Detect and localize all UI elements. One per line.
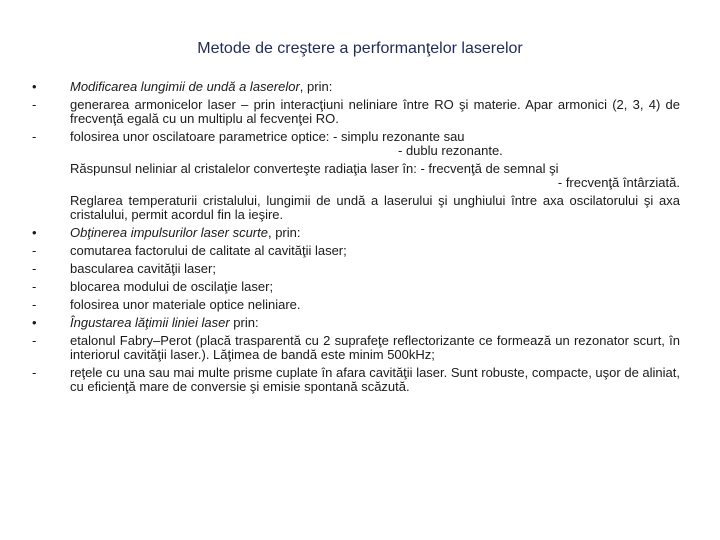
dash-marker: - bbox=[32, 297, 37, 312]
dash-marker: - bbox=[32, 279, 37, 294]
list-item-text: blocarea modului de oscilaţie laser; bbox=[70, 279, 274, 294]
dash-marker: - bbox=[32, 261, 37, 276]
dash-marker: - bbox=[32, 129, 37, 144]
heading-tail: prin: bbox=[229, 315, 259, 330]
paragraph-tuning: Reglarea temperaturii cristalului, lungimii de undă a laserului şi unghiului între axa oscilatorului şi axa cristalului, permit acordul fin la ieşire. bbox=[70, 193, 680, 222]
list-item bbox=[30, 366, 680, 394]
paragraph-line-right: - frecvenţă întârziată. bbox=[557, 175, 680, 190]
bullet-marker: • bbox=[32, 225, 37, 240]
list-item-text: comutarea factorului de calitate al cavităţii laser; bbox=[70, 243, 347, 258]
list-item-text-cont: - dublu rezonante. bbox=[398, 143, 503, 158]
list-item bbox=[30, 280, 680, 294]
heading-tail: , prin: bbox=[299, 79, 333, 94]
dash-marker: - bbox=[32, 243, 37, 258]
dash-marker: - bbox=[32, 97, 37, 112]
list-item bbox=[30, 130, 680, 158]
heading-italic: Modificarea lungimii de undă a laserelor bbox=[70, 79, 300, 94]
section-heading-wavelength bbox=[30, 80, 680, 94]
heading-tail: , prin: bbox=[267, 225, 301, 240]
list-item bbox=[30, 262, 680, 276]
dash-marker: - bbox=[32, 333, 37, 348]
list-item bbox=[30, 98, 680, 126]
list-item-text: bascularea cavităţii laser; bbox=[70, 261, 216, 276]
list-item-text: folosirea unor materiale optice neliniare. bbox=[70, 297, 301, 312]
list-item-text: folosirea unor oscilatoare parametrice optice: - simplu rezonante sau bbox=[70, 129, 465, 144]
heading-italic: Îngustarea lăţimii liniei laser bbox=[70, 315, 230, 330]
bullet-marker: • bbox=[32, 315, 37, 330]
page-title: Metode de creştere a performanţelor laserelor bbox=[197, 40, 523, 57]
list-item bbox=[30, 244, 680, 258]
slide-body bbox=[30, 80, 680, 398]
list-item bbox=[30, 334, 680, 362]
paragraph-line: Răspunsul neliniar al cristalelor converteşte radiaţia laser în: - frecvenţă de semnal şi bbox=[70, 161, 559, 176]
paragraph-response bbox=[70, 162, 680, 190]
list-item-text: generarea armonicelor laser – prin interacţiuni neliniare între RO şi materie. Apar armonici (2, 3, 4) de frecvenţă egală cu un multiplu al fecvenţei RO. bbox=[70, 97, 680, 126]
section-heading-linewidth bbox=[30, 316, 680, 330]
list-item-text: etalonul Fabry–Perot (placă trasparentă cu 2 suprafeţe reflectorizante ce formează un rezonator scurt, în interiorul cavităţii laser.). Lăţimea de bandă este minim 500kHz; bbox=[70, 333, 680, 362]
bullet-marker: • bbox=[32, 79, 37, 94]
heading-italic: Obţinerea impulsurilor laser scurte bbox=[70, 225, 268, 240]
list-item bbox=[30, 298, 680, 312]
section-heading-pulses bbox=[30, 226, 680, 240]
list-item-text: reţele cu una sau mai multe prisme cuplate în afara cavităţii laser. Sunt robuste, compacte, uşor de aliniat, cu eficienţă mare de conversie şi emisie spontană scăzută. bbox=[70, 365, 680, 394]
dash-marker: - bbox=[32, 365, 37, 380]
